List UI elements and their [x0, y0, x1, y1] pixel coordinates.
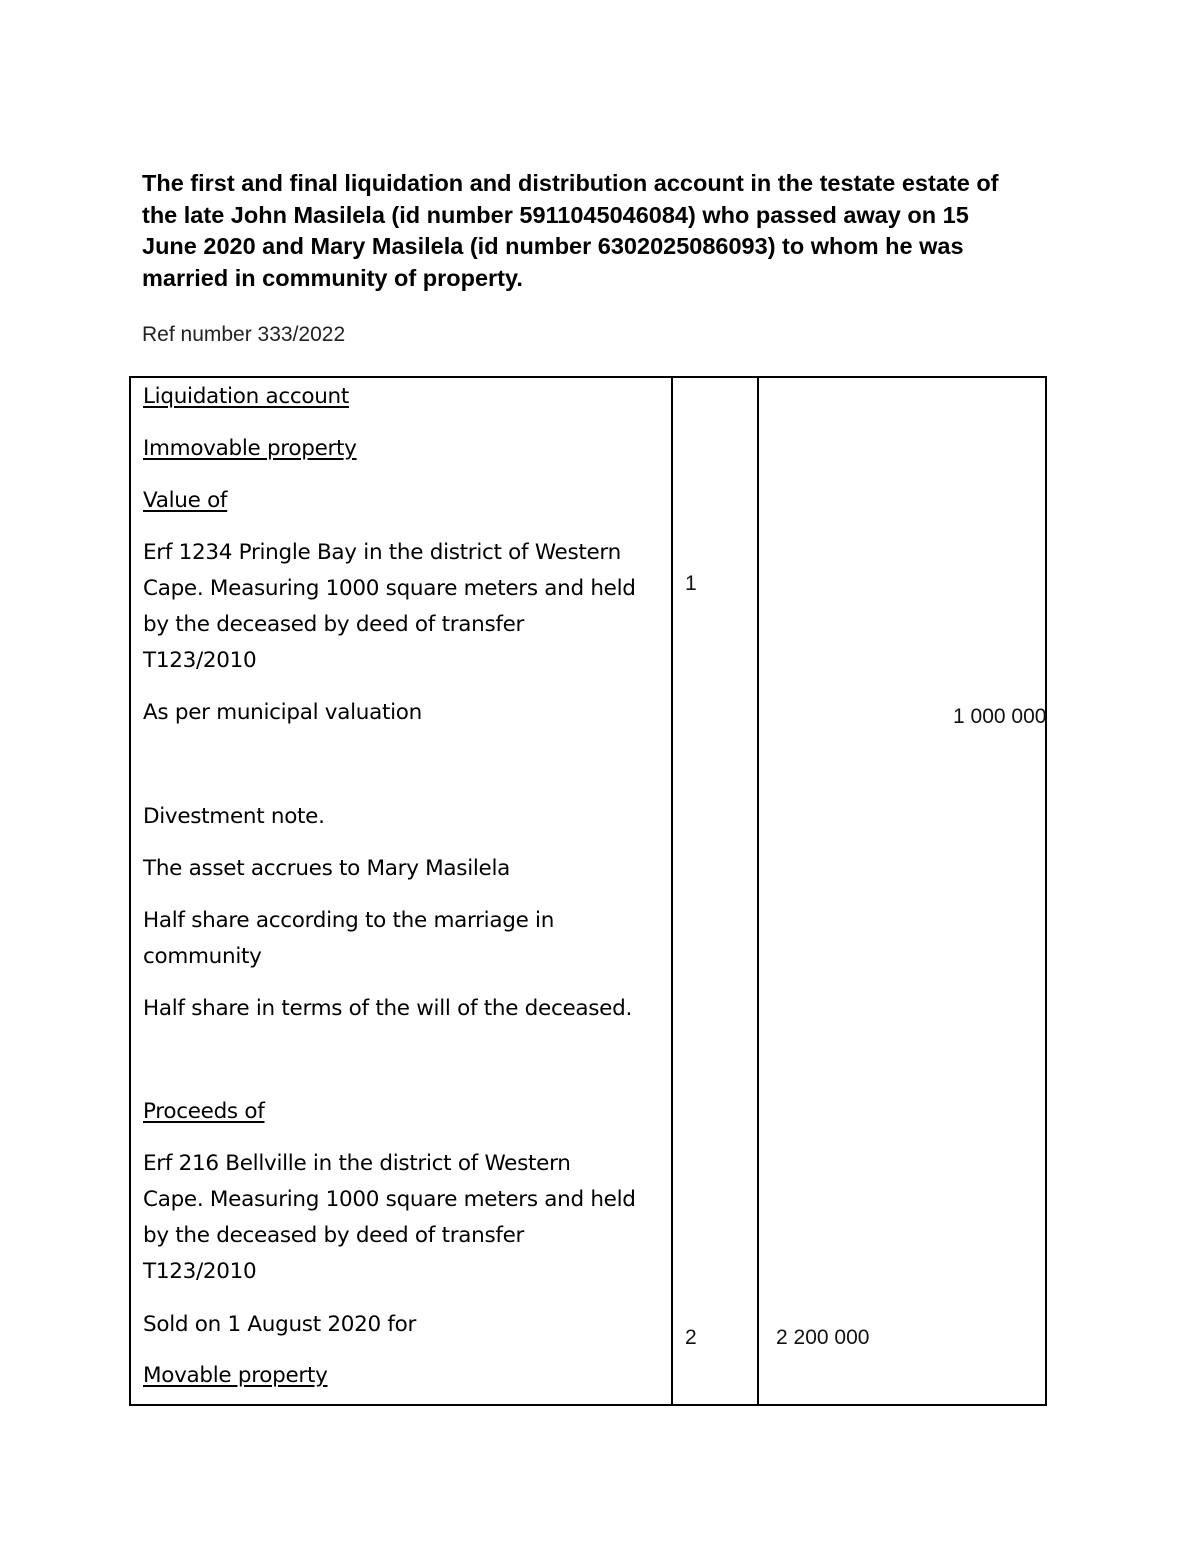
heading-line: married in community of property. — [142, 264, 523, 291]
erf1-description-line: T123/2010 — [143, 648, 257, 673]
sold-on-text: Sold on 1 August 2020 for — [143, 1312, 417, 1337]
heading-line: The first and final liquidation and distribution account in the testate estate of — [142, 170, 999, 196]
erf2-description-line: Erf 216 Bellville in the district of Western — [143, 1151, 571, 1176]
column-divider-notes — [671, 378, 673, 1404]
asset-accrues-text: The asset accrues to Mary Masilela — [143, 856, 511, 881]
half-share-marriage-line: Half share according to the marriage in — [143, 908, 555, 933]
amount-value: 1 000 000 — [953, 705, 1047, 728]
heading-line: the late John Masilela (id number 5911045046084) who passed away on 15 — [142, 201, 969, 228]
half-share-will-text: Half share in terms of the will of the deceased. — [143, 996, 632, 1021]
heading-line: June 2020 and Mary Masilela (id number 6302025086093) to whom he was — [142, 233, 964, 259]
half-share-marriage-line: community — [143, 944, 262, 969]
ref-number: Ref number 333/2022 — [142, 323, 346, 346]
value-of-heading: Value of — [143, 488, 228, 513]
divestment-note: Divestment note. — [143, 804, 325, 829]
proceeds-of-heading: Proceeds of — [143, 1099, 265, 1124]
municipal-valuation-text: As per municipal valuation — [143, 700, 422, 725]
erf2-description-line: by the deceased by deed of transfer — [143, 1223, 525, 1248]
erf2-description-line: Cape. Measuring 1000 square meters and held — [143, 1187, 636, 1212]
erf2-description-line: T123/2010 — [143, 1259, 257, 1284]
erf1-description-line: Erf 1234 Pringle Bay in the district of Western — [143, 540, 621, 565]
account-heading — [142, 168, 1072, 294]
amount-value: 2 200 000 — [776, 1326, 870, 1349]
movable-property-heading: Movable property — [143, 1363, 328, 1388]
immovable-property-heading: Immovable property — [143, 436, 357, 461]
note-number: 1 — [685, 572, 697, 595]
note-number: 2 — [685, 1326, 697, 1349]
liquidation-account-table — [129, 376, 1047, 1406]
erf1-description-line: by the deceased by deed of transfer — [143, 612, 525, 637]
liquidation-account-heading: Liquidation account — [143, 384, 349, 409]
erf1-description-line: Cape. Measuring 1000 square meters and held — [143, 576, 636, 601]
column-divider-amounts — [757, 378, 759, 1404]
